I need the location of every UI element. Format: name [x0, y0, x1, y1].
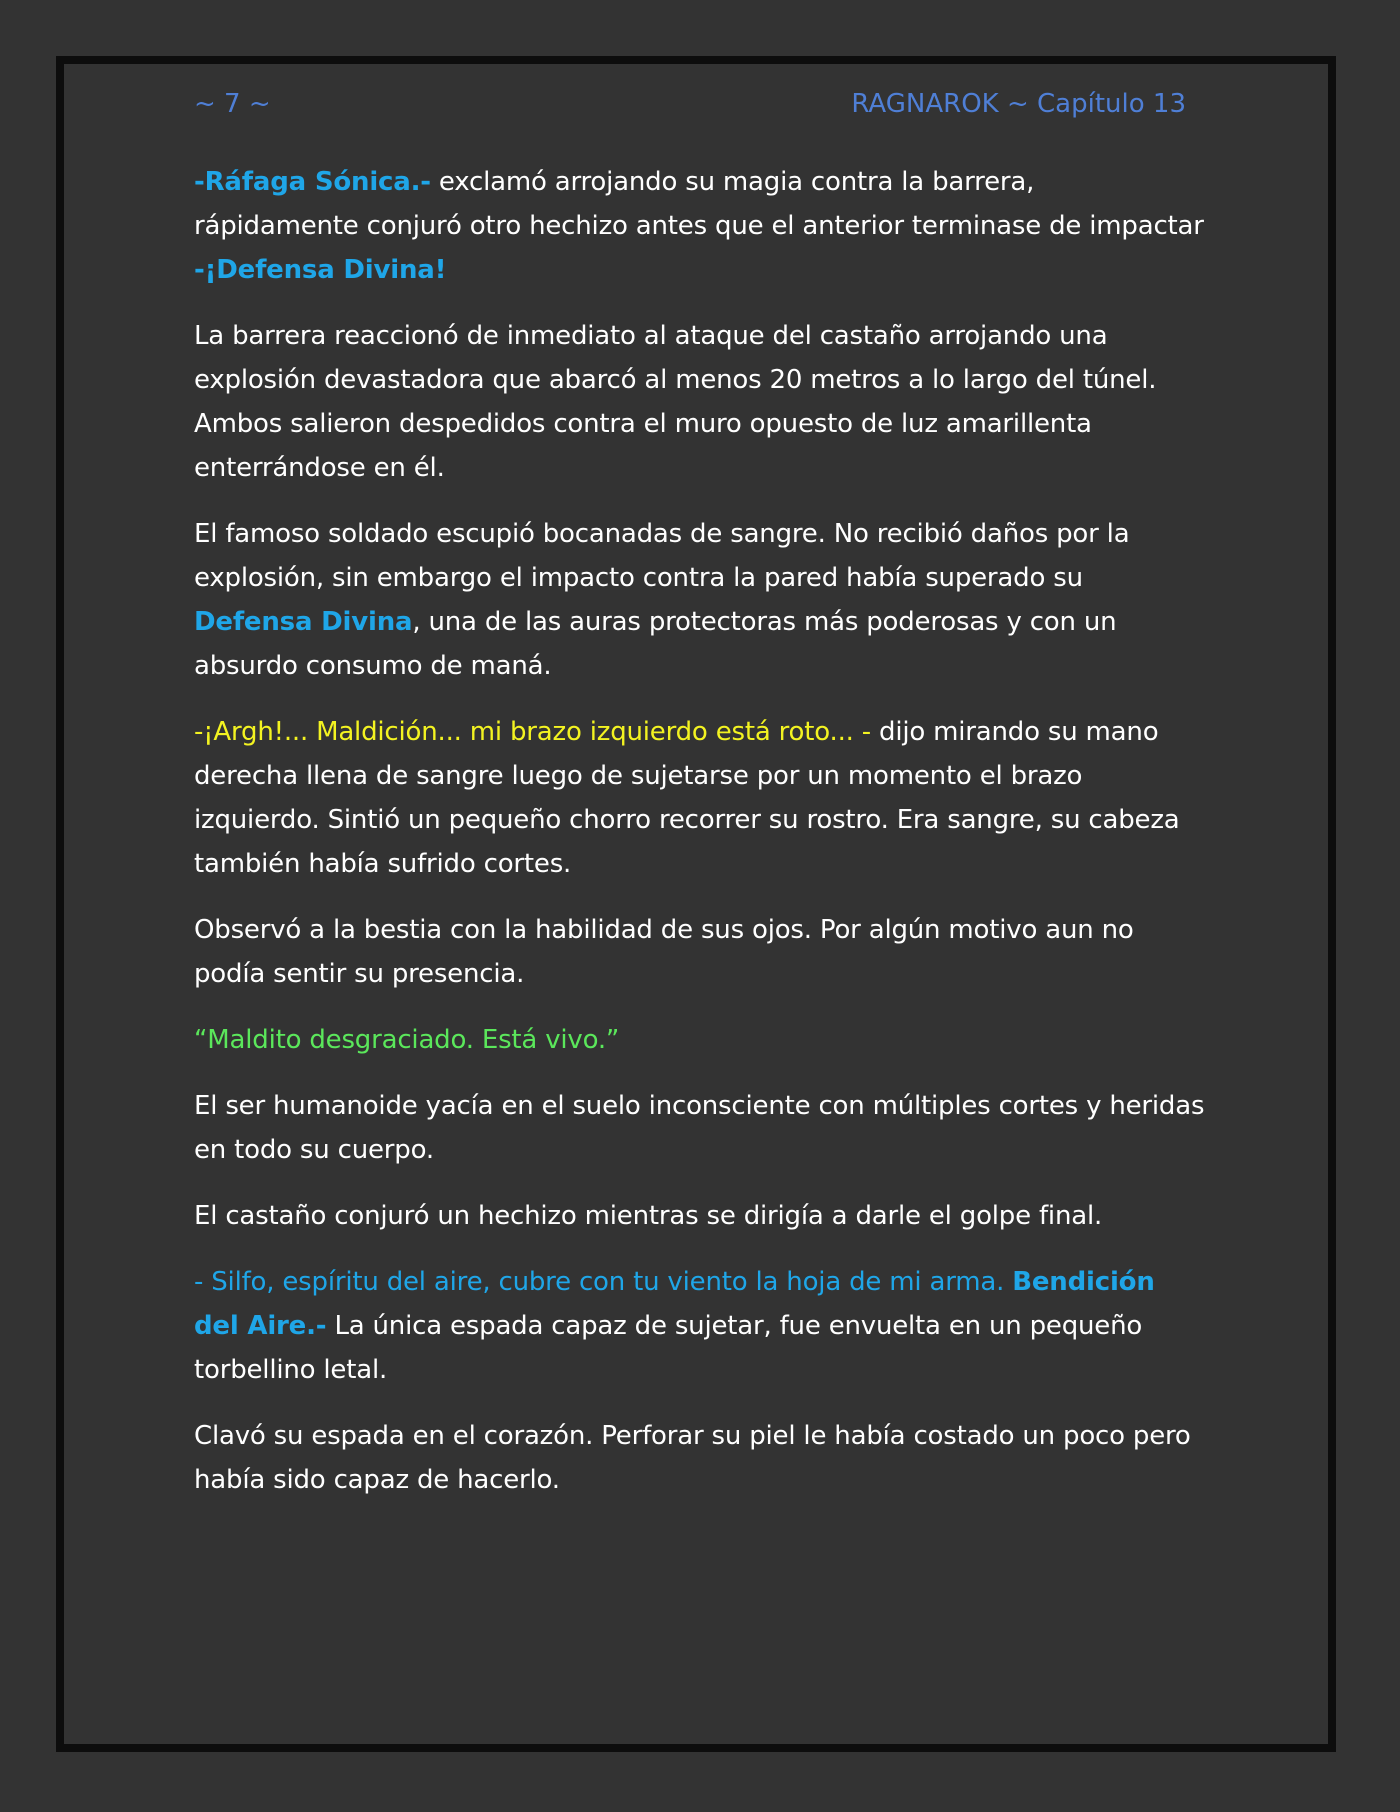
running-title: RAGNAROK ~ Capítulo 13 — [851, 89, 1186, 119]
paragraph-5: Observó a la bestia con la habilidad de sus ojos. Por algún motivo aun no podía sentir su presencia. — [194, 915, 1134, 989]
paragraph-4 — [194, 710, 1206, 886]
spell-name: Bendición del Aire.- — [194, 1267, 1155, 1341]
narration: dijo mirando su mano derecha llena de sangre luego de sujetarse por un momento el brazo izquierdo. Sintió un pequeño chorro recorrer su rostro. Era sangre, su cabeza también había sufrido cortes. — [194, 717, 1180, 879]
spell-name: -Ráfaga Sónica.- — [194, 167, 431, 197]
paragraph-10: Clavó su espada en el corazón. Perforar su piel le había costado un poco pero había sido capaz de hacerlo. — [194, 1421, 1191, 1495]
page-number: ~ 7 ~ — [194, 89, 271, 119]
paragraph-7: El ser humanoide yacía en el suelo inconsciente con múltiples cortes y heridas en todo su cuerpo. — [194, 1091, 1205, 1165]
chapter-body — [194, 160, 1206, 1524]
narration: La única espada capaz de sujetar, fue envuelta en un pequeño torbellino letal. — [194, 1311, 1143, 1385]
paragraph-2: La barrera reaccionó de inmediato al ataque del castaño arrojando una explosión devastadora que abarcó al menos 20 metros a lo largo del túnel. Ambos salieron despedidos contra el muro opuesto de luz amarillenta enterrándose en él. — [194, 321, 1157, 483]
paragraph-3 — [194, 512, 1206, 688]
inner-thought: “Maldito desgraciado. Está vivo.” — [194, 1025, 620, 1055]
paragraph-9 — [194, 1260, 1206, 1392]
incantation: - Silfo, espíritu del aire, cubre con tu viento la hoja de mi arma. — [194, 1267, 1013, 1297]
paragraph-8: El castaño conjuró un hechizo mientras se dirigía a darle el golpe final. — [194, 1201, 1103, 1231]
paragraph-1 — [194, 160, 1206, 292]
page-header — [194, 84, 1186, 124]
narration: El famoso soldado escupió bocanadas de sangre. No recibió daños por la explosión, sin embargo el impacto contra la pared había superado su — [194, 519, 1130, 593]
narration: , una de las auras protectoras más poderosas y con un absurdo consumo de maná. — [194, 607, 1117, 681]
dialogue: -¡Argh!... Maldición... mi brazo izquierdo está roto... - — [194, 717, 871, 747]
spell-name: -¡Defensa Divina! — [194, 255, 447, 285]
narration: exclamó arrojando su magia contra la barrera, rápidamente conjuró otro hechizo antes que el anterior terminase de impactar — [194, 167, 1204, 241]
spell-name: Defensa Divina — [194, 607, 413, 637]
